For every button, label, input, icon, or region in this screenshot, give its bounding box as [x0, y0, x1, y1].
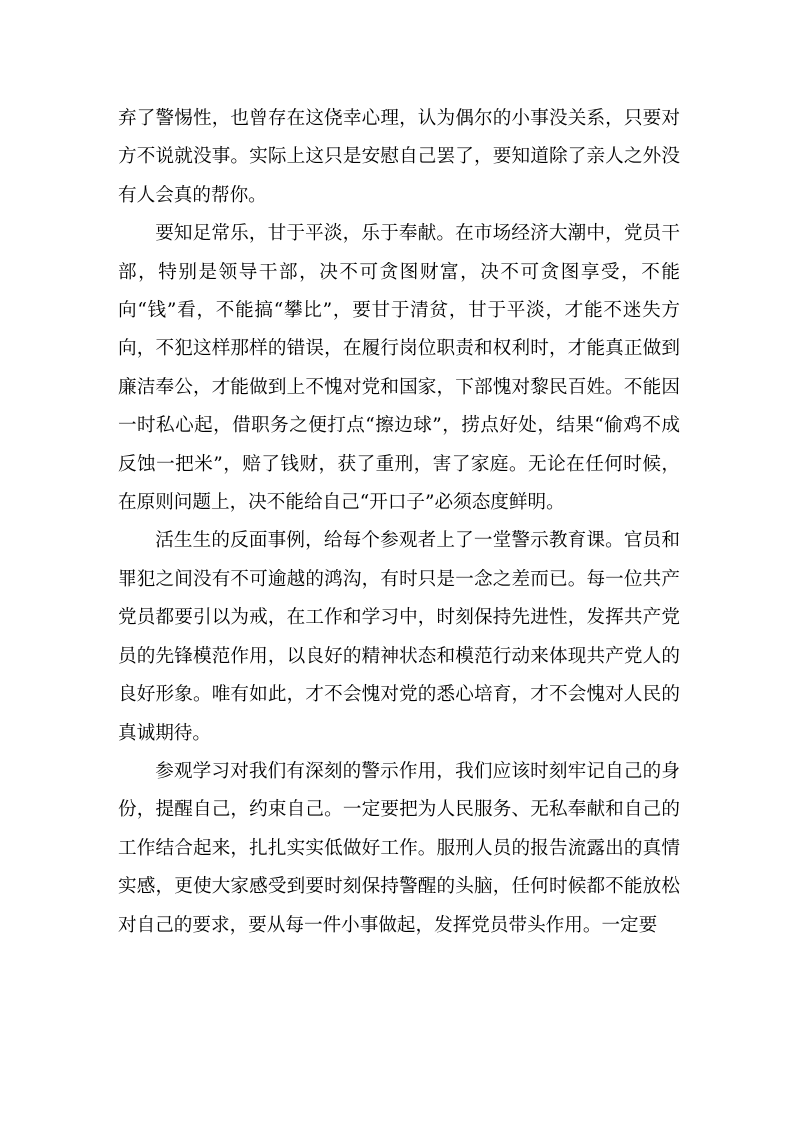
paragraph-2: 要知足常乐，甘于平淡，乐于奉献。在市场经济大潮中，党员干部，特别是领导干部，决不可贪图财富，决不可贪图享受，不能向“钱”看，不能搞“攀比”，要甘于清贫，甘于平淡，才能不迷失方向，不犯这样那样的错误，在履行岗位职责和权利时，才能真正做到廉洁奉公，才能做到上不愧对党和国家，下部愧对黎民百姓。不能因一时私心起，借职务之便打点“擦边球”，捞点好处，结果“偷鸡不成反蚀一把米”，赔了钱财，获了重刑，害了家庭。无论在任何时候，在原则问题上，决不能给自己“开口子”必须态度鲜明。	[118, 223, 680, 514]
paragraph-3: 活生生的反面事例，给每个参观者上了一堂警示教育课。官员和罪犯之间没有不可逾越的鸿沟，有时只是一念之差而已。每一位共产党员都要引以为戒，在工作和学习中，时刻保持先进性，发挥共产党员的先锋模范作用，以良好的精神状态和模范行动来体现共产党人的良好形象。唯有如此，才不会愧对党的悉心培育，才不会愧对人民的真诚期待。	[118, 530, 680, 744]
document-body	[118, 100, 680, 945]
paragraph-1: 弃了警惕性，也曾存在这侥幸心理，认为偶尔的小事没关系，只要对方不说就没事。实际上这只是安慰自己罢了，要知道除了亲人之外没有人会真的帮你。	[118, 108, 680, 206]
paragraph-4: 参观学习对我们有深刻的警示作用，我们应该时刻牢记自己的身份，提醒自己，约束自己。一定要把为人民服务、无私奉献和自己的工作结合起来，扎扎实实低做好工作。服刑人员的报告流露出的真情实感，更使大家感受到要时刻保持警醒的头脑，任何时候都不能放松对自己的要求，要从每一件小事做起，发挥党员带头作用。一定要	[118, 760, 680, 936]
